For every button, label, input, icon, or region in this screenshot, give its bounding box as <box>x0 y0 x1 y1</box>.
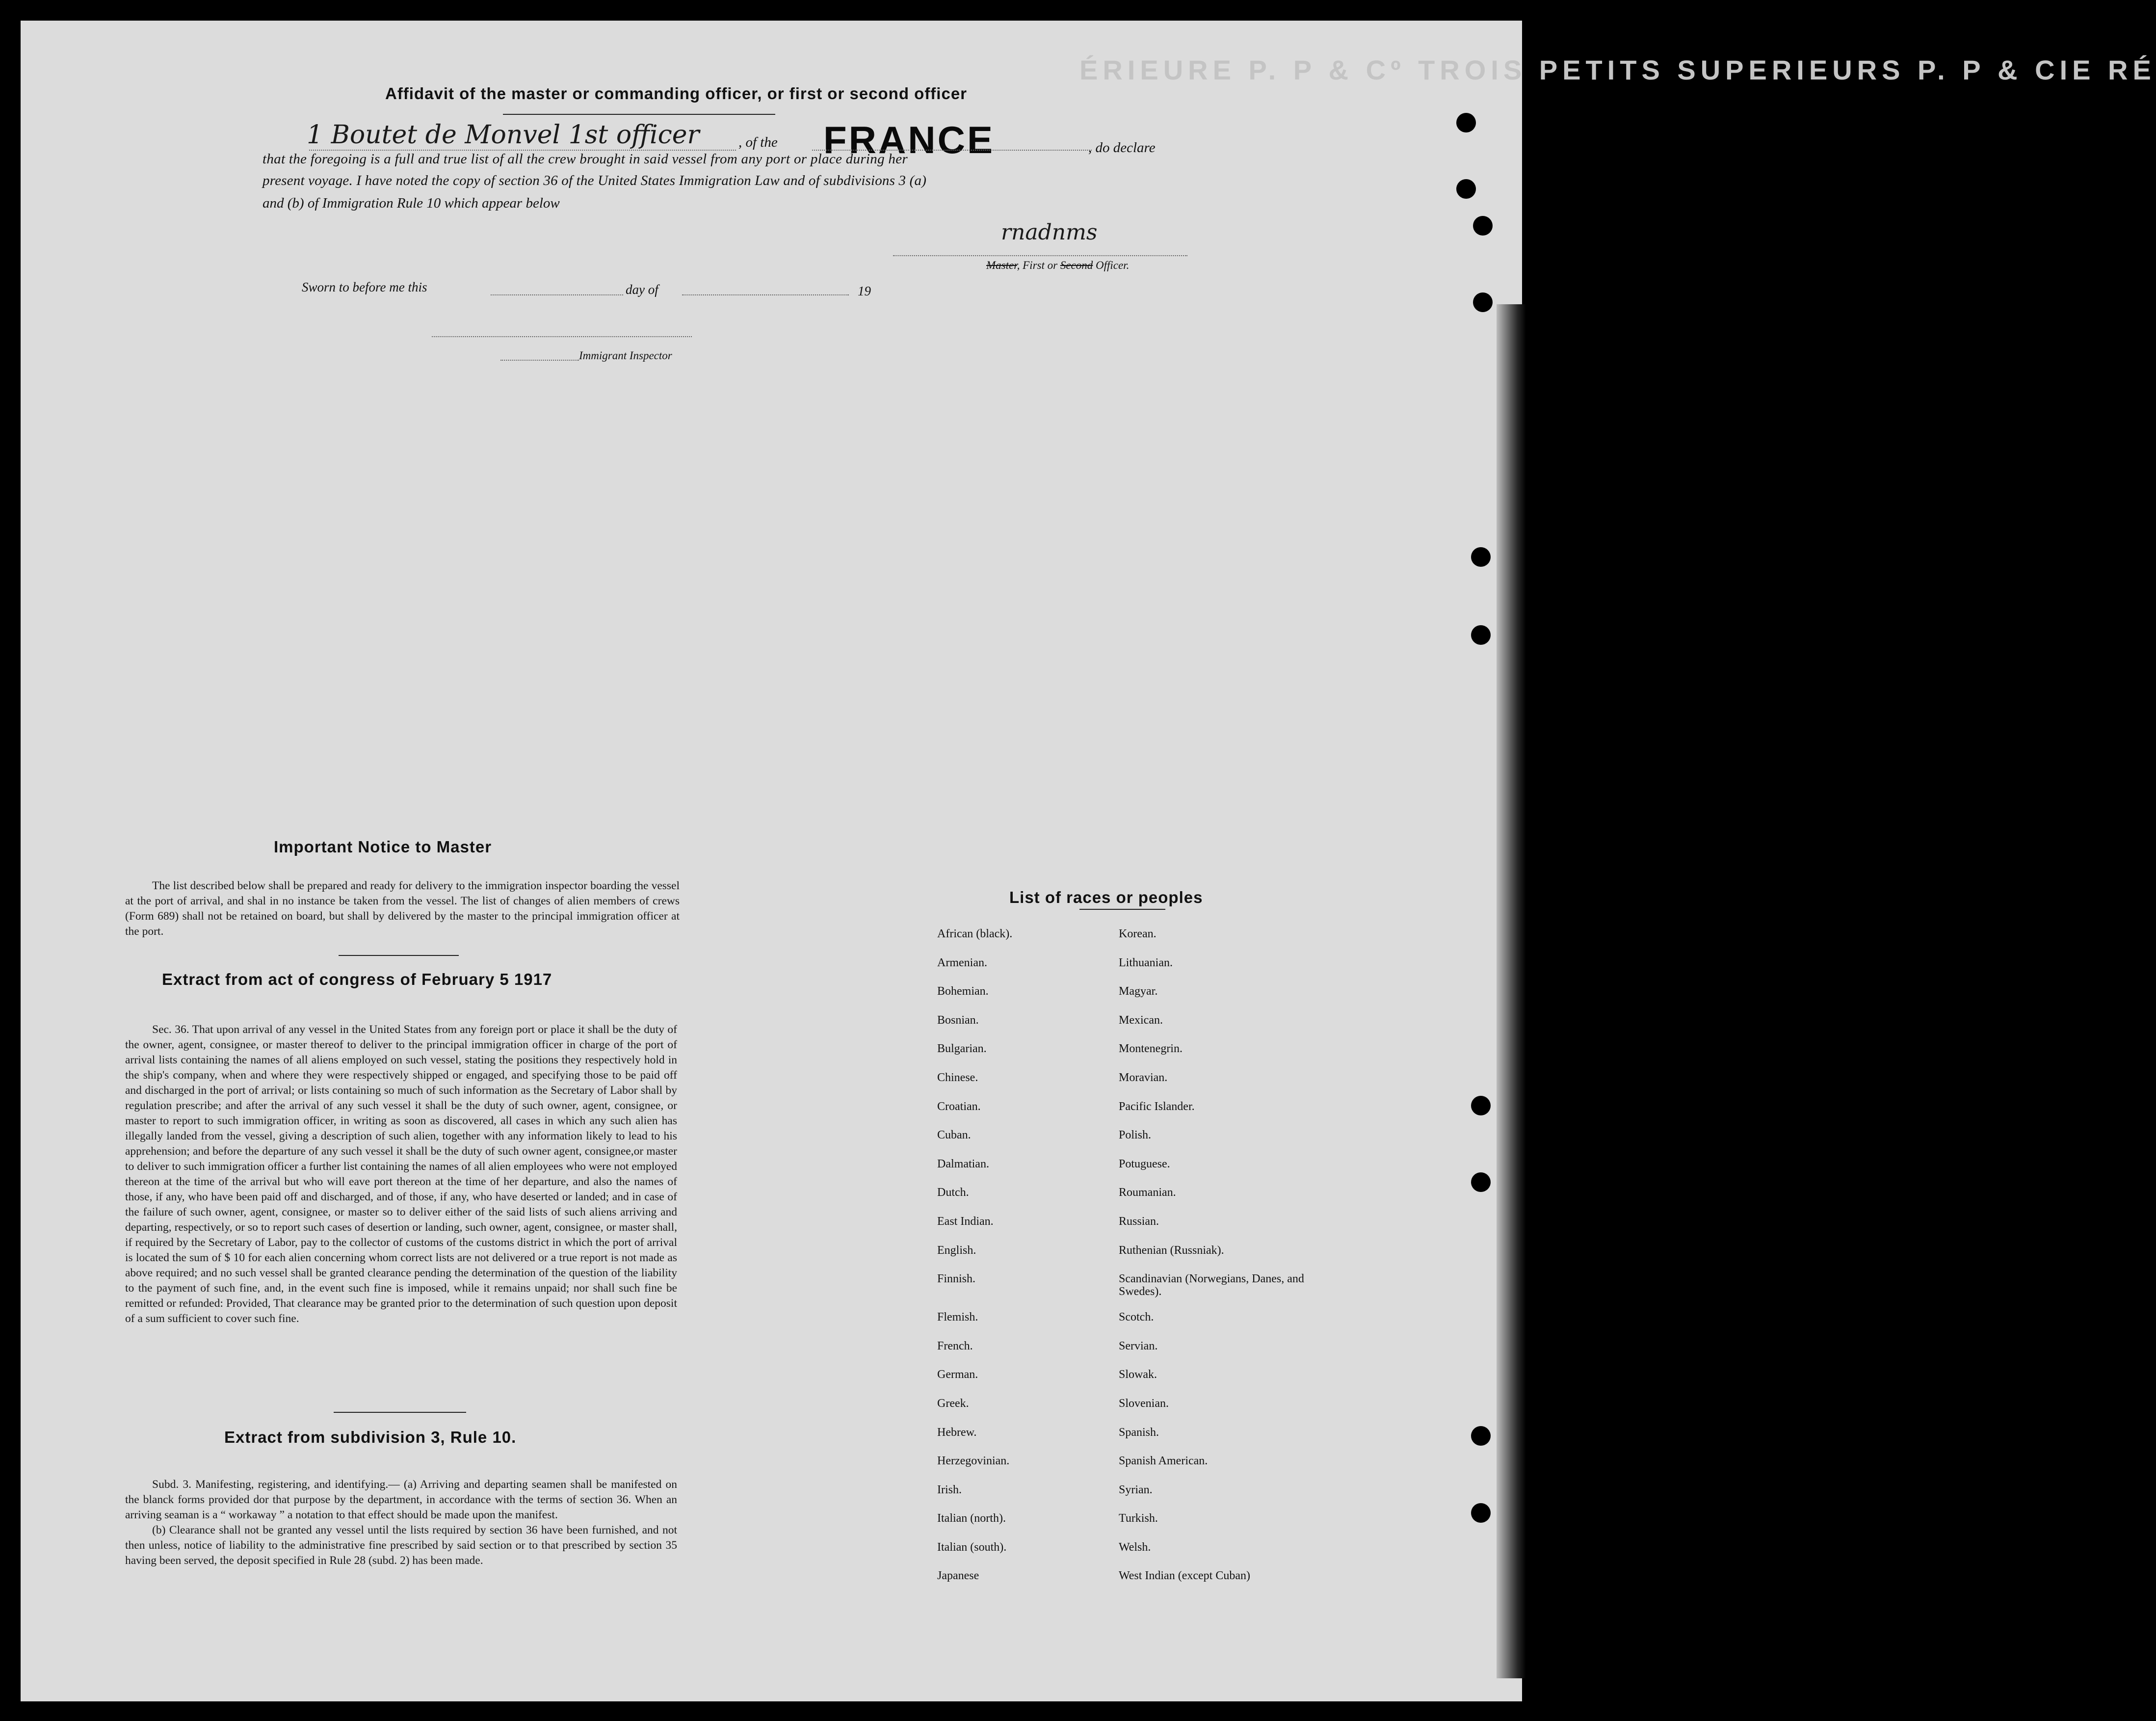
race-row <box>937 1340 1330 1369</box>
race-row <box>937 1071 1330 1100</box>
race-name-right: Russian. <box>1119 1215 1159 1228</box>
race-name-right: West Indian (except Cuban) <box>1119 1569 1250 1583</box>
race-name-right: Spanish. <box>1119 1426 1159 1439</box>
race-name-left: Irish. <box>937 1483 962 1496</box>
race-name-right: Korean. <box>1119 927 1157 940</box>
race-row <box>937 1100 1330 1129</box>
notice-text <box>125 878 680 939</box>
rule-extract-heading: Extract from subdivision 3, Rule 10. <box>224 1428 517 1446</box>
affidavit-line-2: that the foregoing is a full and true list of all the crew brought in said vessel from any port or place during her <box>263 151 908 167</box>
act-extract-heading: Extract from act of congress of February 5 1917 <box>162 970 552 988</box>
notice-paragraph: The list described below shall be prepared and ready for delivery to the immigration inspector boarding the vessel at the port of arrival, and shal in no instance be taken from the vessel. The list of changes of alien members of crews (Form 689) shall not be retained on board, but shall by delivered by the master to the principal immigration officer at the port. <box>125 879 680 938</box>
race-name-right: Polish. <box>1119 1129 1152 1142</box>
sworn-day-line <box>491 294 623 295</box>
race-row <box>937 1368 1330 1397</box>
section-36-paragraph: Sec. 36. That upon arrival of any vessel in the United States from any foreign port or place it shall be the duty of the owner, agent, consignee, or master thereof to deliver to the principal immigration officer in charge of the port of arrival lists containing the names of all aliens employed on such vessel, stating the positions they respectively hold in the ship's company, when and where they were respectively shipped or engaged, and specifying those to be paid off and discharged in the port of arrival; or lists containing so much of such information as the Secretary of Labor shall by regulation prescribe; and after the arrival of any such vessel it shall be the duty of such owner, agent, consignee, or master to report to such immigration officer, in writing as soon as discovered, all cases in which any such alien has illegally landed from the vessel, giving a description of such alien, together with any information likely to lead to his apprehension; and before the departure of any such vessel it shall be the duty of such owner agent, consignee,or master to deliver to such immigration officer a further list containing the names of all alien employees who were not employed thereon at the time of the arrival but who will eave port thereon at the time of her departure, and also the names of those, if any, who have been paid off and discharged, and of those, if any, who have deserted or landed; and in case of the failure of such owner, agent, consignee, or master so to deliver either of the said lists of such aliens arriving and departing, respectively, or so to report such cases of desertion or landing, such owner, agent, consignee, or master shall, if required by the Secretary of Labor, pay to the collector of customs of the customs district in which the port of arrival is located the sum of $ 10 for each alien concerning whom correct lists are not delivered or a true report is not made as above required; and no such vessel shall be granted clearance pending the determination of the question of the liability to the payment of such fine, and, in the event such fine is imposed, while it remains unpaid; nor shall such fine be remitted or refunded: Provided, That clearance may be granted prior to the determination of such question upon deposit of a sum sufficient to cover such fine. <box>125 1023 677 1325</box>
race-name-right: Scandinavian (Norwegians, Danes, and Swedes). <box>1119 1272 1304 1298</box>
race-name-right: Scotch. <box>1119 1311 1154 1324</box>
race-name-right: Mexican. <box>1119 1013 1163 1027</box>
master-struck: Master <box>986 259 1017 271</box>
race-name-left: Hebrew. <box>937 1426 977 1439</box>
punch-hole <box>1471 1426 1491 1446</box>
punch-hole <box>1471 1172 1491 1192</box>
race-row <box>937 927 1330 956</box>
race-row <box>937 1512 1330 1541</box>
day-of-label: day of <box>626 282 658 297</box>
subdivision-b-paragraph: (b) Clearance shall not be granted any vessel until the lists required by section 36 have been furnished, and not then unless, notice of liability to the administrative fine prescribed by said section or to that prescribed by section 35 having been served, the deposit specified in Rule 28 (subd. 2) has been made. <box>125 1524 677 1567</box>
do-declare-label: , do declare <box>1088 140 1156 156</box>
race-row <box>937 1129 1330 1158</box>
officer-signature: rnadnms <box>1001 220 1098 245</box>
race-name-right: Slowak. <box>1119 1368 1157 1381</box>
handwritten-officer-name: 1 Boutet de Monvel 1st officer <box>307 120 700 150</box>
subdivision-a-paragraph: Subd. 3. Manifesting, registering, and identifying.— (a) Arriving and departing seamen shall be manifested on the blanck forms provided dor that purpose by the department, in accordance with the terms of section 36. When an arriving seaman is a “ workaway ” a notation to that effect should be made upon the manifest. <box>125 1478 677 1521</box>
race-name-right: Magyar. <box>1119 985 1158 998</box>
race-name-right: Moravian. <box>1119 1071 1168 1084</box>
signature-line <box>893 255 1187 256</box>
punch-hole <box>1471 625 1491 645</box>
race-name-left: Italian (north). <box>937 1512 1006 1525</box>
rule-extract-text <box>125 1477 677 1568</box>
race-name-right: Roumanian. <box>1119 1186 1176 1199</box>
act-extract-text <box>125 1022 677 1326</box>
punch-hole <box>1456 179 1476 199</box>
affidavit-line-3: present voyage. I have noted the copy of section 36 of the United States Immigration Law and of subdivisions 3 (a) <box>263 173 927 188</box>
race-row <box>937 1158 1330 1187</box>
race-row <box>937 1042 1330 1071</box>
page-edge-shadow <box>1497 304 1526 1678</box>
race-name-left: English. <box>937 1244 976 1257</box>
vessel-fill-line <box>812 150 1092 151</box>
race-row <box>937 1541 1330 1570</box>
race-name-left: Finnish. <box>937 1272 976 1286</box>
race-name-left: German. <box>937 1368 978 1381</box>
race-row <box>937 1272 1330 1311</box>
race-name-left: Dutch. <box>937 1186 969 1199</box>
races-list <box>937 927 1330 1598</box>
race-row <box>937 1014 1330 1043</box>
race-name-left: Bulgarian. <box>937 1042 987 1056</box>
race-name-right: Lithuanian. <box>1119 956 1173 969</box>
second-struck: Second <box>1060 259 1093 271</box>
race-name-left: East Indian. <box>937 1215 994 1228</box>
of-the-label: , of the <box>738 134 778 150</box>
vessel-name-stamp: FRANCE <box>823 118 995 161</box>
race-name-left: Bohemian. <box>937 985 989 998</box>
race-row <box>937 1186 1330 1215</box>
race-row <box>937 1569 1330 1598</box>
race-name-right: Syrian. <box>1119 1483 1153 1496</box>
race-row <box>937 1215 1330 1244</box>
race-row <box>937 956 1330 985</box>
race-name-left: Italian (south). <box>937 1540 1007 1554</box>
punch-hole <box>1456 113 1476 132</box>
punch-hole <box>1473 292 1493 312</box>
officer-label: Officer. <box>1095 259 1130 271</box>
title-underline <box>503 114 775 115</box>
race-name-left: Cuban. <box>937 1129 971 1142</box>
affidavit-line-4: and (b) of Immigration Rule 10 which appear below <box>263 195 560 211</box>
race-name-right: Turkish. <box>1119 1512 1158 1525</box>
race-name-right: Montenegrin. <box>1119 1042 1183 1056</box>
punch-hole <box>1471 1503 1491 1523</box>
inspector-signature-line-2 <box>500 360 579 361</box>
race-name-right: Ruthenian (Russniak). <box>1119 1244 1224 1257</box>
races-underline <box>1079 909 1165 910</box>
race-name-left: Japanese <box>937 1569 979 1583</box>
race-name-right: Welsh. <box>1119 1540 1151 1554</box>
bleed-through-text: ÉRIEURE P. P & Cº TROIS PETITS SUPERIEURS P. P & CIE RÉ <box>1079 54 2156 85</box>
race-name-left: Croatian. <box>937 1100 981 1113</box>
inspector-signature-line <box>432 336 692 337</box>
inspector-label: Immigrant Inspector <box>579 349 672 362</box>
affidavit-title: Affidavit of the master or commanding officer, or first or second officer <box>385 84 968 103</box>
race-row <box>937 1426 1330 1455</box>
punch-hole <box>1473 216 1493 236</box>
divider <box>339 955 459 956</box>
notice-heading: Important Notice to Master <box>274 838 492 856</box>
race-name-left: Armenian. <box>937 956 987 969</box>
race-name-left: African (black). <box>937 927 1013 940</box>
punch-hole <box>1471 547 1491 567</box>
name-fill-line <box>309 150 736 151</box>
race-row <box>937 1311 1330 1340</box>
divider <box>334 1412 466 1413</box>
race-row <box>937 1455 1330 1483</box>
sworn-label: Sworn to before me this <box>302 280 427 294</box>
race-row <box>937 985 1330 1014</box>
punch-hole <box>1471 1096 1491 1115</box>
race-name-left: Bosnian. <box>937 1013 979 1027</box>
officer-title <box>986 259 1129 272</box>
race-name-left: Flemish. <box>937 1311 978 1324</box>
race-name-left: French. <box>937 1339 973 1352</box>
race-name-right: Servian. <box>1119 1339 1158 1352</box>
first-or-label: , First or <box>1017 259 1058 271</box>
race-name-right: Spanish American. <box>1119 1455 1208 1468</box>
race-row <box>937 1397 1330 1426</box>
sworn-month-line <box>682 294 849 295</box>
race-row <box>937 1483 1330 1512</box>
race-name-left: Herzegovinian. <box>937 1455 1010 1468</box>
race-row <box>937 1244 1330 1273</box>
race-name-left: Greek. <box>937 1397 969 1410</box>
year-prefix: 19 <box>858 284 871 298</box>
races-heading: List of races or peoples <box>1009 888 1203 906</box>
race-name-left: Dalmatian. <box>937 1157 989 1170</box>
race-name-right: Potuguese. <box>1119 1157 1170 1170</box>
race-name-left: Chinese. <box>937 1071 978 1084</box>
race-name-right: Pacific Islander. <box>1119 1100 1195 1113</box>
race-name-right: Slovenian. <box>1119 1397 1169 1410</box>
